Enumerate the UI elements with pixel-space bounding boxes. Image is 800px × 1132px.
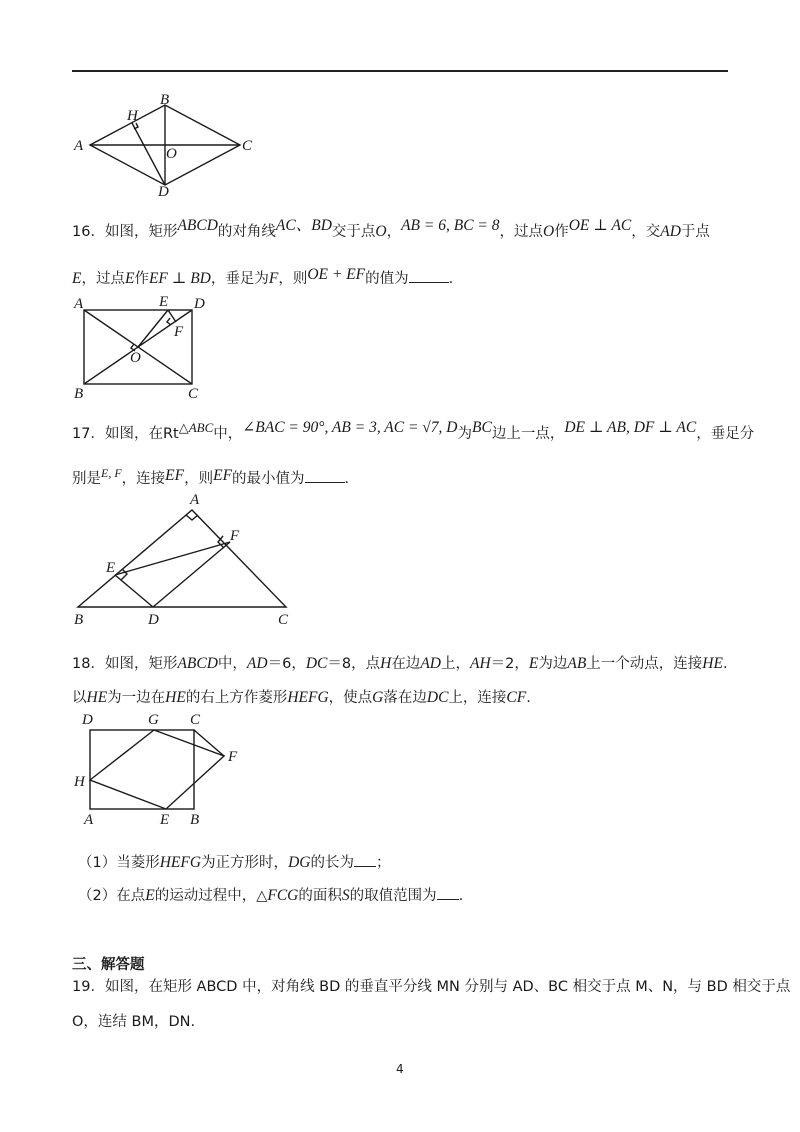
q16-figure [70,292,220,404]
math-symbol: AB [567,655,587,672]
label-B: B [74,386,84,402]
math-symbol: HEFG [287,689,329,706]
label-B: B [160,92,170,108]
label-H: H [74,774,85,790]
text-run: （1）当菱形 [78,855,160,871]
math-symbol: DG [288,854,311,871]
rhombus-figure [70,92,270,202]
q18-sub1 [78,852,390,873]
text-run: ＝6， [267,656,306,672]
text-run: . [526,690,531,706]
label-D: D [82,712,93,728]
segment-df [153,542,230,607]
label-E: E [106,560,116,576]
label-B: B [190,812,200,828]
text-run: 中， [217,656,247,672]
rhombus-hefg [90,730,224,809]
label-A: A [74,296,84,312]
math-symbol: HE [702,655,723,672]
text-run: . [458,888,464,904]
label-E: E [159,294,169,310]
text-run: 为边 [538,656,568,672]
math-symbol: DC [426,689,449,706]
text-run: 落在边 [383,690,427,706]
segment-oe [138,310,168,347]
answer-blank [354,852,376,867]
text-run: ，使点 [328,690,373,706]
text-run: 在边 [391,656,421,672]
q16-answer-blank [409,268,449,283]
right-angle-mark-e [121,569,127,580]
math-symbol: DC [305,655,328,672]
math-symbol: H [380,655,392,672]
q17-line1: 17．如图，在Rt△ABC中，∠BAC = 90°, AB = 3, AC = √7, D为BC边上一点，DE ⊥ AB, DF ⊥ AC，垂足分 [72,419,755,442]
math-symbol: AD [246,655,268,672]
q19-line1: 19．如图，在矩形 ABCD 中，对角线 BD 的垂直平分线 MN 分别与 AD、BC 相交于点 M、N，与 BD 相交于点 [72,979,791,995]
q18-figure [70,708,260,830]
text-run: （2）在点 [78,888,146,904]
math-symbol: CF [506,689,527,706]
triangle-abc [78,510,286,607]
text-run: ＝2， [490,656,529,672]
section-title: 三、解答题 [72,957,145,973]
label-F: F [174,324,184,340]
label-F: F [230,528,240,544]
q18-line1 [72,654,728,674]
right-angle-mark-f [167,318,171,325]
segment-de [115,575,153,607]
header-rule [72,70,728,72]
math-symbol: S [341,887,350,904]
text-run: 18．如图，矩形 [72,656,178,672]
label-A: A [84,812,94,828]
math-symbol: AH [469,655,491,672]
text-run: 的运动过程中，△ [154,888,268,904]
math-symbol: E [528,655,539,672]
text-run: 上一个动点，连接 [586,656,703,672]
text-run: ； [375,855,391,871]
math-symbol: HE [86,689,108,706]
text-run: 为正方形时， [201,855,289,871]
text-run: 以 [72,690,87,706]
label-H: H [127,108,138,124]
text-run: 的长为 [310,855,354,871]
text-run: 的右上方作菱形 [185,690,288,706]
math-symbol: HEFG [159,854,202,871]
math-symbol: ABCD [177,655,218,672]
answer-blank [437,885,459,900]
math-symbol: FCG [267,887,299,904]
text-run: . [722,656,728,672]
q16-line2: E，过点E作EF ⊥ BD，垂足为F，则OE + EF的值为 . [72,266,454,287]
label-F: F [228,749,238,765]
segment-cf [194,730,224,756]
label-C: C [188,386,199,402]
q17-answer-blank [305,468,345,483]
label-C: C [278,612,289,628]
q16-line1: 16．如图，矩形ABCD的对角线AC、BD交于点O，AB = 6, BC = 8，过点O作OE ⊥ AC，交AD于点 [72,217,710,240]
text-run: 的取值范围为 [349,888,437,904]
q19-line2: O，连结 BM，DN. [72,1014,196,1030]
label-O: O [166,146,177,162]
q18-sub2 [78,885,463,906]
math-symbol: G [372,689,384,706]
label-D: D [194,296,205,312]
label-A: A [190,492,200,508]
label-D: D [148,612,159,628]
label-A: A [74,138,84,154]
text-run: ＝8，点 [327,656,381,672]
text-run: 上， [440,656,470,672]
q18-line2 [72,688,531,708]
q17-figure [70,490,300,630]
label-C: C [190,712,201,728]
math-symbol: E [145,887,155,904]
segment-ef [115,542,230,575]
page-number: 4 [396,1062,404,1076]
q17-line2: 别是$^{E, F}$，连接EF，则EF的最小值为 . [72,466,350,487]
label-E: E [160,812,170,828]
text-run: 为一边在 [107,690,166,706]
right-angle-mark-a [186,515,198,520]
text-run: 的面积 [298,888,342,904]
label-O: O [130,350,141,366]
label-G: G [148,712,159,728]
math-symbol: HE [165,689,186,706]
label-B: B [74,612,84,628]
text-run: 上，连接 [448,690,507,706]
math-symbol: AD [420,655,441,672]
label-C: C [242,138,253,154]
label-D: D [158,184,169,200]
